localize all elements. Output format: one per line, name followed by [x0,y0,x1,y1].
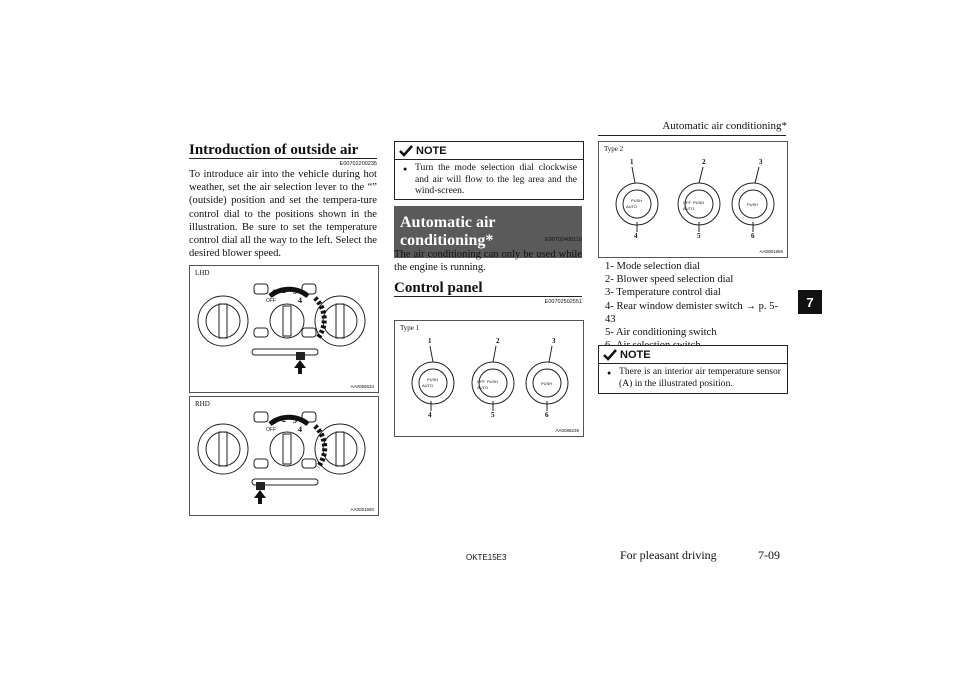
subsection-title: Control panel [394,280,483,296]
callout-6: 6 [751,232,755,240]
push-label: PUSH [747,202,759,207]
callout-4: 4 [428,411,432,419]
chapter-name: For pleasant driving [620,548,717,562]
callout-3: 3 [552,337,556,345]
figure-id: AA0055633 [350,384,374,389]
list-item: 3- Temperature control dial [605,287,721,299]
auto-label: AUTO [626,204,638,209]
note-check-icon [603,349,617,361]
note-box-sensor [598,345,788,394]
list-item: 1- Mode selection dial [605,261,701,272]
note-header [395,142,583,159]
intro-paragraph: To introduce air into the vehicle during hot weather, set the air selection lever to the “” (outside) position and set the tempera-ture control dial to the positions shown in the illustration. Be sure to set the temperature control dial all the way to the left. Select the desired blower speed. [189,169,377,260]
lhd-panel-illustration [190,266,378,392]
figure-id: AA0081856 [759,249,783,254]
figure-label: Type 2 [604,145,624,153]
note-title: NOTE [416,145,447,157]
blower-num: 3 [293,416,297,425]
off-label: OFF [266,427,276,433]
section-title: Introduction of outside air [189,142,359,158]
ac-paragraph: The air conditioning can only be used while the engine is running. [394,249,582,274]
figure-id: AA0088239 [555,428,579,433]
callout-6: 6 [545,411,549,419]
push-label: PUSH [631,198,643,203]
page-number: 7-09 [758,548,780,562]
note-text: Turn the mode selection dial clockwise and air will flow to the leg area and the wind-screen. [415,162,577,196]
figure-label: Type 1 [400,324,420,332]
callout-5: 5 [697,232,701,240]
off-label: OFF [683,200,691,205]
figure-rhd [189,396,379,516]
callout-1: 1 [428,337,432,345]
section-banner: Automatic air conditioning* [394,206,582,258]
blower-num: 2 [282,286,286,295]
callout-2: 2 [496,337,500,345]
blower-num: 2 [282,415,286,424]
blower-num: 3 [293,287,297,296]
push-label: PUSH [541,381,553,386]
section-tab: 7 [798,290,822,314]
list-item: 5- Air conditioning switch [605,327,717,339]
push-label: PUSH [693,200,705,205]
list-item: 2- Blower speed selection dial [605,274,734,286]
blower-num: 1 [272,417,276,426]
note-text: There is an interior air temperature sensor (A) in the illustrated position. [619,366,781,389]
off-label: OFF [266,298,276,304]
running-head-rule [598,135,786,136]
blower-num: 1 [272,288,276,297]
section-code: E00702200235 [339,161,377,167]
note-header [599,346,787,363]
figure-lhd [189,265,379,393]
component-list [605,260,787,352]
note-body [395,160,583,203]
subtitle-rule [394,296,582,297]
note-body [599,364,787,395]
doc-code: OKTE15E3 [466,553,507,562]
banner-code: E00702400110 [545,237,582,243]
figure-type2 [598,141,788,258]
auto-label: AUTO [683,206,695,211]
callout-3: 3 [759,158,763,166]
subtitle-code: E00702502551 [544,299,582,305]
running-head: Automatic air conditioning* [662,120,787,132]
figure-label: LHD [195,269,210,277]
list-item: 4- Rear window demister switch → p. 5-43 [605,300,778,325]
auto-label: AUTO [477,385,489,390]
note-check-icon [399,145,413,157]
push-label: PUSH [427,377,439,382]
figure-label: RHD [195,400,210,408]
bullet-icon: ● [607,369,612,377]
push-label: PUSH [487,379,499,384]
off-label: OFF [477,379,485,384]
figure-type1 [394,320,584,437]
callout-1: 1 [630,158,634,166]
title-rule [189,158,377,159]
callout-4: 4 [634,232,638,240]
blower-num: 4 [298,425,302,434]
auto-label: AUTO [422,383,434,388]
callout-5: 5 [491,411,495,419]
bullet-icon: ● [403,165,408,173]
note-box [394,141,584,200]
note-title: NOTE [620,349,651,361]
figure-id: AA0051680 [350,507,374,512]
callout-2: 2 [702,158,706,166]
blower-num: 4 [298,296,302,305]
